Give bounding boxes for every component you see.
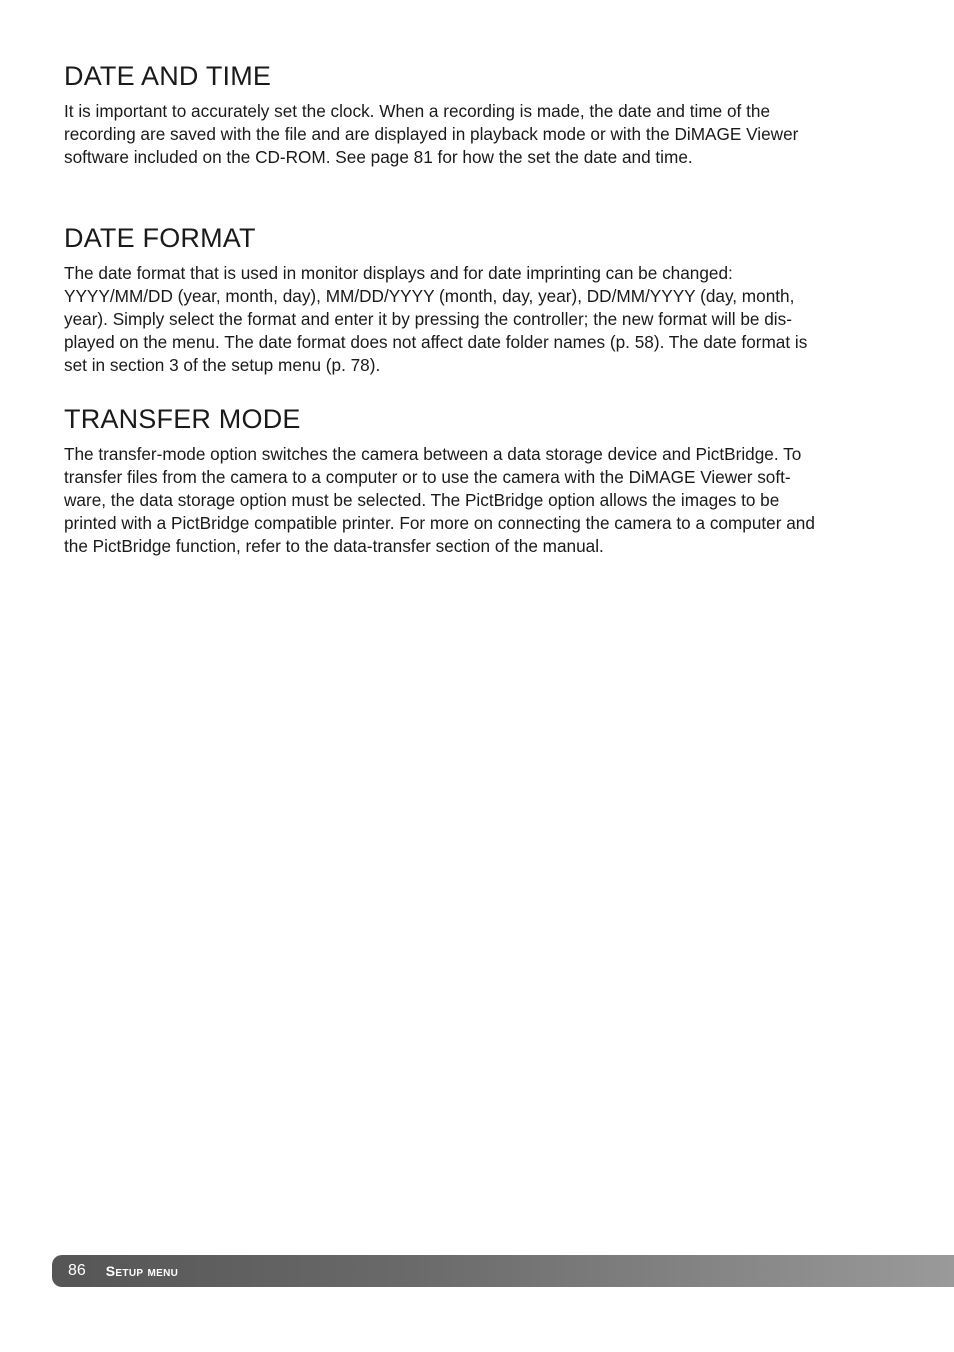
page-content: [64, 58, 894, 557]
section-body: The transfer-mode option switches the camera between a data storage device and PictBridge. To transfer files from the camera to a computer or to use the camera with the DiMAGE Viewer soft- ware, the data storage option must be selected. The PictBridge option allows the images to be printed with a PictBridge compatible printer. For more on connecting the camera to a computer and the PictBridge function, refer to the data-transfer section of the manual.: [64, 444, 815, 556]
section-heading: DATE AND TIME: [64, 61, 272, 91]
section-date-and-time: [64, 58, 894, 168]
section-body: The date format that is used in monitor displays and for date imprinting can be changed: YYYY/MM/DD (year, month, day), MM/DD/YYYY (month, day, year), DD/MM/YYYY (day, month, year). Simply select the format and enter it by pressing the controller; the new format will be dis- played on the menu. The date format does not affect date folder names (p. 58). The date format is set in section 3 of the setup menu (p. 78).: [64, 263, 808, 375]
section-heading: DATE FORMAT: [64, 223, 256, 254]
section-heading: TRANSFER MODE: [64, 404, 301, 435]
page-number: 86: [68, 1262, 86, 1279]
section-body: It is important to accurately set the clock. When a recording is made, the date and time of the recording are saved with the file and are displayed in playback mode or with the DiMAGE Viewer software included on the CD-ROM. See page 81 for how the set the date and time.: [64, 101, 799, 167]
section-date-format: [64, 220, 894, 376]
footer-section-name: Setup menu: [105, 1263, 179, 1279]
section-transfer-mode: [64, 401, 894, 557]
footer-bar: [52, 1255, 954, 1287]
